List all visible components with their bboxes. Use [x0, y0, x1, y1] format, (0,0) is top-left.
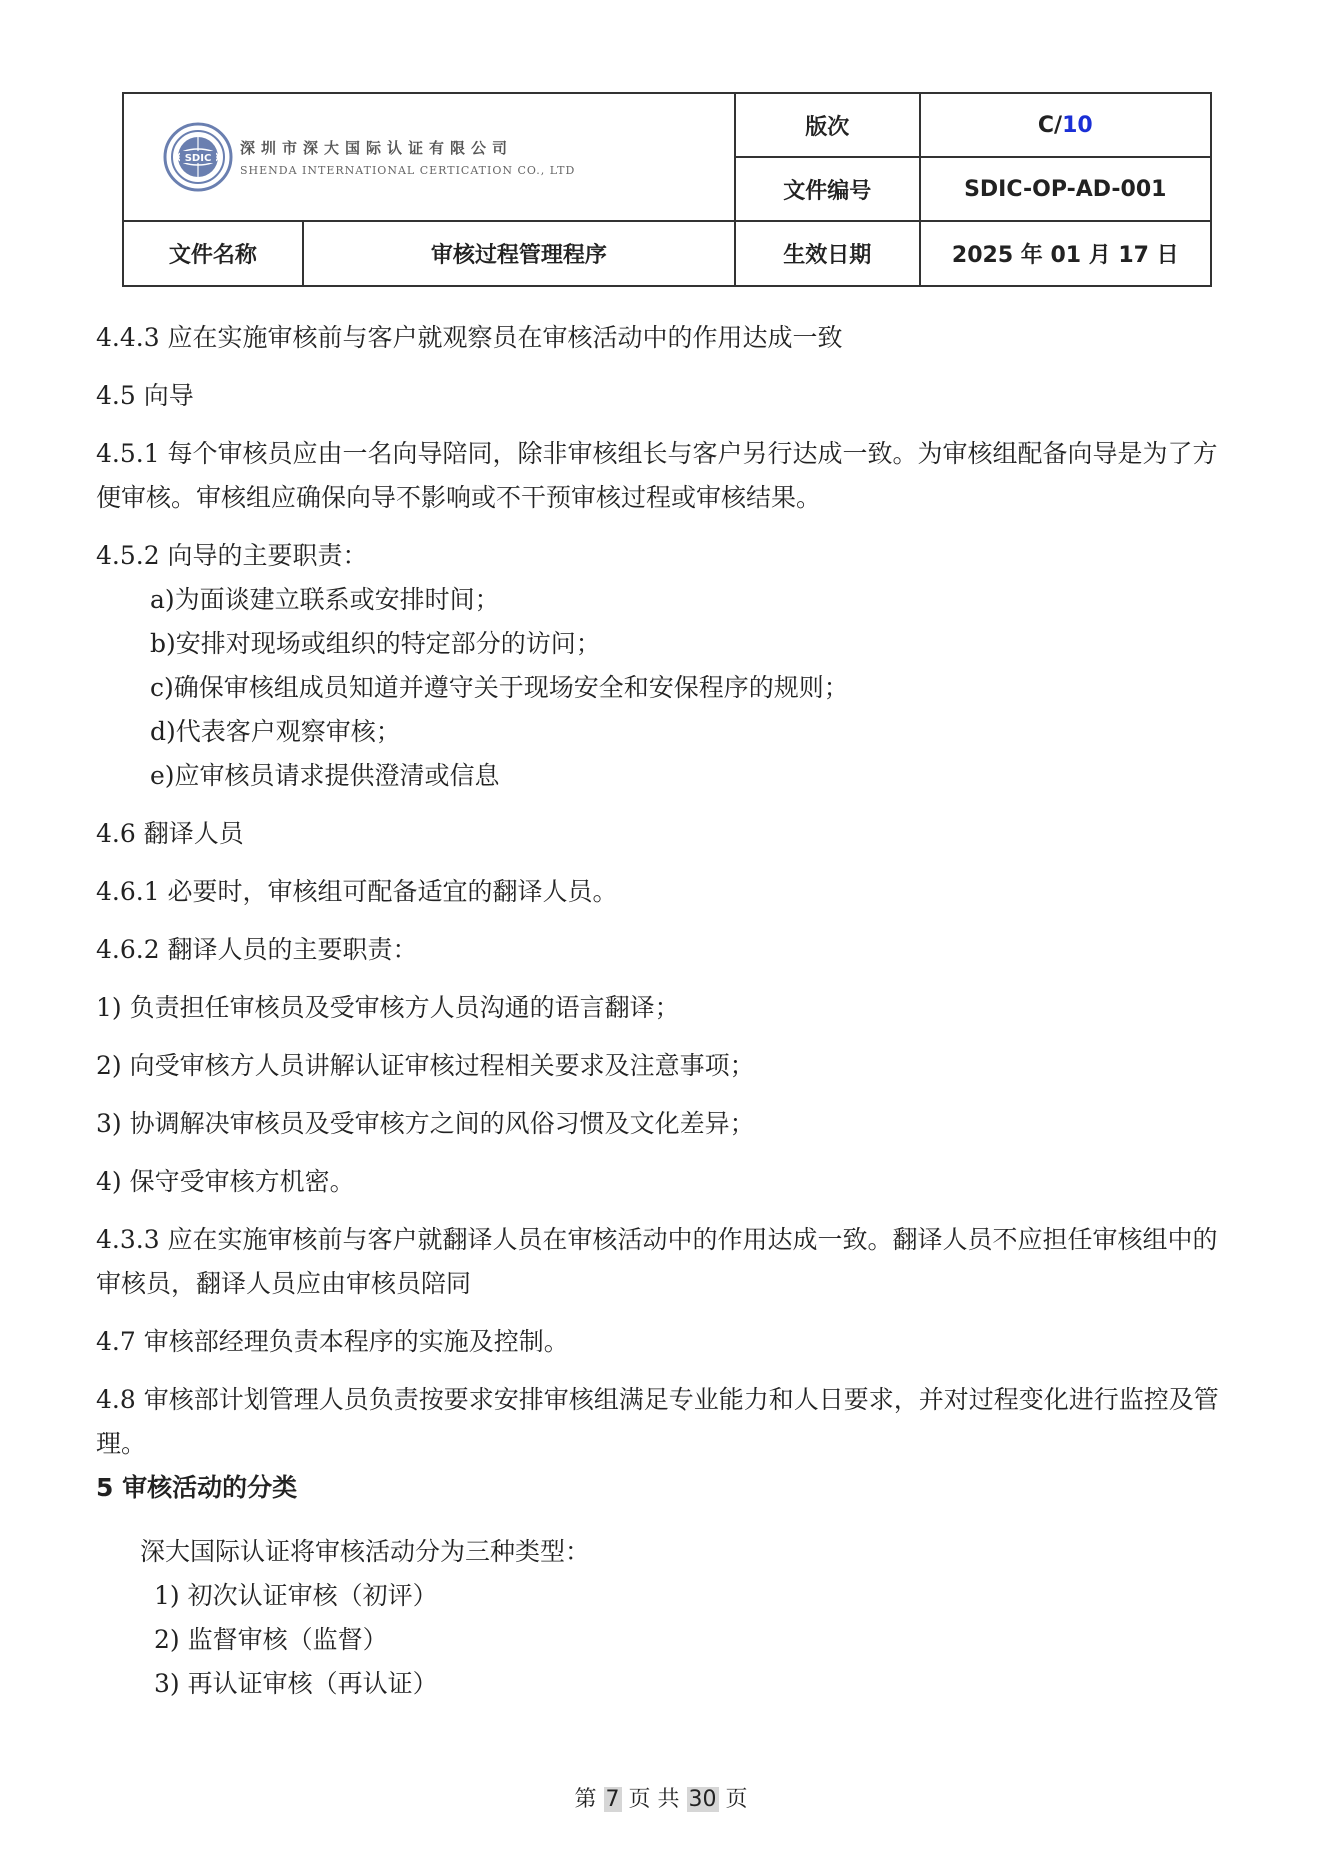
current-page-number: 7: [605, 1787, 620, 1812]
section-5-title: 5 审核活动的分类: [96, 1473, 298, 1502]
list-item: 2) 向受审核方人员讲解认证审核过程相关要求及注意事项；: [96, 1051, 755, 1080]
footer-prefix: 第: [574, 1787, 597, 1812]
edition-number: 10: [1062, 112, 1093, 138]
para-4-5-1: 4.5.1 每个审核员应由一名向导陪同，除非审核组长与客户另行达成一致。为审核组配备向导是为了方便审核。审核组应确保向导不影响或不干预审核过程或审核结果。: [96, 439, 1218, 512]
list-item: e)应审核员请求提供澄清或信息: [150, 761, 500, 790]
page-footer: [0, 1782, 1322, 1813]
footer-middle: 页 共: [628, 1787, 680, 1812]
total-pages-number: 30: [688, 1787, 717, 1812]
effective-label: 生效日期: [735, 221, 920, 286]
list-item: c)确保审核组成员知道并遵守关于现场安全和安保程序的规则；: [150, 673, 849, 702]
list-item: 3) 协调解决审核员及受审核方之间的风俗习惯及文化差异；: [96, 1109, 755, 1138]
list-item: b)安排对现场或组织的特定部分的访问；: [150, 629, 601, 658]
list-item: a)为面谈建立联系或安排时间；: [150, 585, 500, 614]
para-4-6-1: 4.6.1 必要时，审核组可配备适宜的翻译人员。: [96, 877, 618, 906]
para-4-7: 4.7 审核部经理负责本程序的实施及控制。: [96, 1327, 569, 1356]
para-4-6-2: 4.6.2 翻译人员的主要职责：: [96, 935, 418, 964]
docno-label: 文件编号: [735, 157, 920, 221]
company-name-cn: 深圳市深大国际认证有限公司: [240, 139, 514, 157]
logo-sdic-text: SDIC: [184, 153, 212, 164]
docname-label: 文件名称: [123, 221, 303, 286]
sdic-logo-icon: [162, 121, 234, 193]
list-item: 4) 保守受审核方机密。: [96, 1167, 355, 1196]
company-name-en: SHENDA INTERNATIONAL CERTICATION CO., LTD: [240, 164, 576, 177]
para-4-5-2: 4.5.2 向导的主要职责：: [96, 541, 368, 570]
heading-4-6: 4.6 翻译人员: [96, 819, 244, 848]
list-item: 1) 负责担任审核员及受审核方人员沟通的语言翻译；: [96, 993, 680, 1022]
para-audit-types-intro: 深大国际认证将审核活动分为三种类型：: [140, 1537, 591, 1566]
edition-label: 版次: [735, 93, 920, 157]
document-header-table: [122, 92, 1212, 287]
document-body: [96, 316, 1236, 1706]
effective-date-value: 2025 年 01 月 17 日: [920, 221, 1211, 286]
footer-suffix: 页: [725, 1787, 748, 1812]
list-item: 1) 初次认证审核（初评）: [154, 1581, 438, 1610]
docno-value: SDIC-OP-AD-001: [920, 157, 1211, 221]
edition-prefix: C/: [1037, 112, 1063, 138]
list-item: d)代表客户观察审核；: [150, 717, 401, 746]
list-item: 2) 监督审核（监督）: [154, 1625, 388, 1654]
list-item: 3) 再认证审核（再认证）: [154, 1669, 438, 1698]
para-4-3-3: 4.3.3 应在实施审核前与客户就翻译人员在审核活动中的作用达成一致。翻译人员不应担任审核组中的审核员，翻译人员应由审核员陪同: [96, 1225, 1218, 1298]
para-4-4-3: 4.4.3 应在实施审核前与客户就观察员在审核活动中的作用达成一致: [96, 323, 843, 352]
heading-4-5: 4.5 向导: [96, 381, 194, 410]
company-logo-cell: [123, 93, 735, 221]
para-4-8: 4.8 审核部计划管理人员负责按要求安排审核组满足专业能力和人日要求，并对过程变化进行监控及管理。: [96, 1385, 1219, 1458]
docname-value: 审核过程管理程序: [303, 221, 735, 286]
edition-value: [920, 93, 1211, 157]
